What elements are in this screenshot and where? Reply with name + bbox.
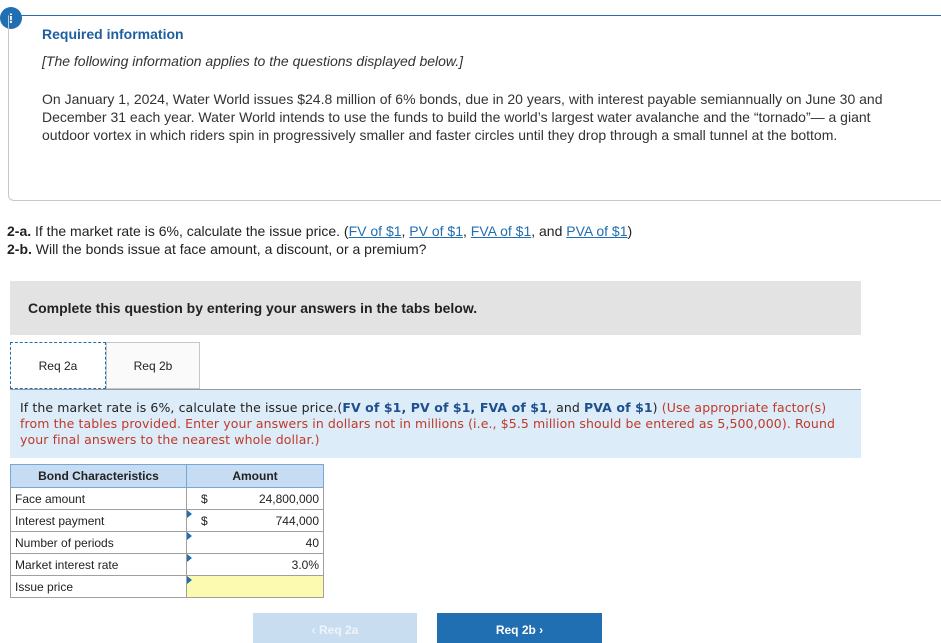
row-label: Interest payment [11,510,187,532]
issue-price-input[interactable] [187,576,324,598]
header-bond-characteristics: Bond Characteristics [11,465,187,488]
info-paragraph: On January 1, 2024, Water World issues $24.8 million of 6% bonds, due in 20 years, with interest payable semiannually on June 30 and December 31 each year. Water World intends to use the funds to build the world’s largest water avalanche and the “tornado”— a giant outdoor vortex in which riders spin in progressively smaller and faster circles until they drop through a small tunnel at the bottom. [42,91,883,143]
question-2b [7,241,426,257]
info-note: [The following information applies to the questions displayed below.] [42,53,464,69]
question-2b-text: Will the bonds issue at face amount, a discount, or a premium? [31,241,427,257]
table-row [11,488,324,510]
instr-lead: If the market rate is 6%, calculate the issue price.( [20,400,343,415]
pva-link[interactable]: PVA of $1 [566,223,628,239]
separator: , and [531,223,567,239]
instr-note: (Use appropriate factor(s) from the tables provided. Enter your answers in dollars not in millions (i.e., $5.5 million should be entered as 5,500,000). Round your final answers to the nearest whole dollar.) [20,400,836,447]
alert-icon: ! [0,7,22,29]
fva-link[interactable]: FVA of $1 [470,223,532,239]
market-rate-field[interactable] [187,554,324,576]
entry-marker-icon [187,554,192,562]
separator: , [463,223,471,239]
question-2a-text: If the market rate is 6%, calculate the issue price. ( [31,223,349,239]
number-of-periods-field[interactable] [187,532,324,554]
row-label: Issue price [11,576,187,598]
question-2b-label: 2-b. [7,241,32,257]
instr-and: and [556,400,580,415]
cell-value: 40 [305,535,319,550]
instr-pv: PV of $1 [410,400,471,415]
tab-req-2b[interactable]: Req 2b [106,342,200,389]
cell-value: 744,000 [275,513,319,528]
info-title: Required information [42,26,184,42]
dollar-sign: $ [201,513,208,528]
row-label: Market interest rate [11,554,187,576]
tab-req-2a[interactable]: Req 2a [10,342,106,389]
table-row [11,554,324,576]
table-row [11,510,324,532]
entry-marker-icon [187,510,192,518]
row-label: Number of periods [11,532,187,554]
instr-pva: PVA of $1 [583,400,653,415]
instr-fva: FVA of $1 [479,400,548,415]
entry-marker-icon [187,576,192,584]
cell-value: 3.0% [291,557,319,572]
bond-table [10,464,324,598]
instr-close: ) [652,400,662,415]
row-label: Face amount [11,488,187,510]
dollar-sign: $ [201,491,208,506]
separator: , [401,223,410,239]
prev-req-2a-button[interactable]: ‹ Req 2a [253,613,417,643]
complete-banner: Complete this question by entering your answers in the tabs below. [10,281,861,335]
face-amount-field[interactable] [187,488,324,510]
entry-marker-icon [187,532,192,540]
table-row [11,532,324,554]
fv-link[interactable]: FV of $1 [348,223,402,239]
separator: ) [627,223,633,239]
interest-payment-field[interactable] [187,510,324,532]
question-2a-label: 2-a. [7,223,32,239]
cell-value: 24,800,000 [258,491,319,506]
instructions-panel: If the market rate is 6%, calculate the issue price.(FV of $1, PV of $1, FVA of $1, and PVA of $1) (Use appropriate factor(s) from the tables provided. Enter your answers in dollars not in millions (i.e., $5.5 million should be entered as 5,500,000). Round your final answers to the nearest whole dollar.) [10,390,861,458]
next-req-2b-button[interactable]: Req 2b › [437,613,602,643]
question-2a [7,223,632,239]
table-row [11,576,324,598]
instr-fv: FV of $1 [342,400,402,415]
header-amount: Amount [187,465,324,488]
pv-link[interactable]: PV of $1 [409,223,463,239]
